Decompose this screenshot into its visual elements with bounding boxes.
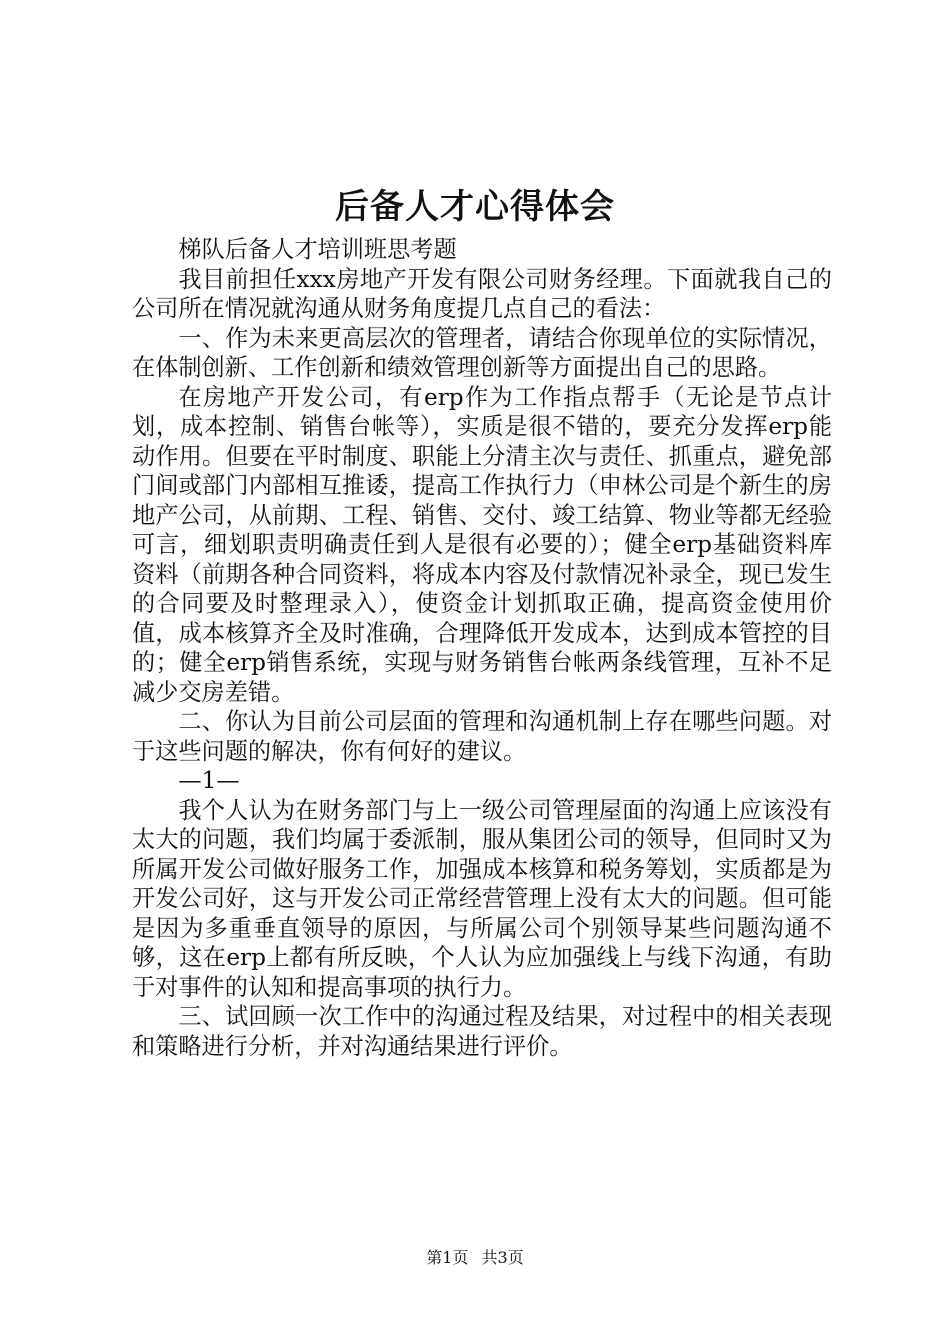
document-body	[132, 235, 832, 1061]
page-number: 第1页	[426, 1248, 469, 1267]
page-footer	[0, 1246, 950, 1270]
paragraph-question-2: 二、你认为目前公司层面的管理和沟通机制上存在哪些问题。对于这些问题的解决，你有何好的建议。	[132, 708, 832, 765]
paragraph-subtitle: 梯队后备人才培训班思考题	[178, 236, 457, 263]
paragraph-answer-1: 在房地产开发公司，有erp作为工作指点帮手（无论是节点计划，成本控制、销售台帐等），实质是很不错的，要充分发挥erp能动作用。但要在平时制度、职能上分清主次与责任、抓重点，避免部门间或部门内部相互推诿，提高工作执行力（申林公司是个新生的房地产公司，从前期、工程、销售、交付、竣工结算、物业等都无经验可言，细划职责明确责任到人是很有必要的）；健全erp基础资料库资料（前期各种合同资料，将成本内容及付款情况补录全，现已发生的合同要及时整理录入），使资金计划抓取正确，提高资金使用价值，成本核算齐全及时准确，合理降低开发成本，达到成本管控的目的；健全erp销售系统，实现与财务销售台帐两条线管理，互补不足减少交房差错。	[132, 383, 832, 706]
inline-page-marker: —1—	[178, 767, 240, 794]
paragraph-intro: 我目前担任xxx房地产开发有限公司财务经理。下面就我自己的公司所在情况就沟通从财务角度提几点自己的看法：	[132, 265, 832, 322]
document-title: 后备人才心得体会	[335, 187, 615, 227]
paragraph-question-1: 一、作为未来更高层次的管理者，请结合你现单位的实际情况，在体制创新、工作创新和绩效管理创新等方面提出自己的思路。	[132, 324, 832, 381]
paragraph-question-3: 三、试回顾一次工作中的沟通过程及结果，对过程中的相关表现和策略进行分析，并对沟通结果进行评价。	[132, 1003, 832, 1060]
page-total: 共3页	[481, 1248, 524, 1267]
paragraph-answer-2: 我个人认为在财务部门与上一级公司管理屋面的沟通上应该没有太大的问题，我们均属于委派制，服从集团公司的领导，但同时又为所属开发公司做好服务工作，加强成本核算和税务筹划，实质都是为开发公司好，这与开发公司正常经营管理上没有太大的问题。但可能是因为多重垂直领导的原因，与所属公司个别领导某些问题沟通不够，这在erp上都有所反映，个人认为应加强线上与线下沟通，有助于对事件的认知和提高事项的执行力。	[132, 796, 832, 1001]
